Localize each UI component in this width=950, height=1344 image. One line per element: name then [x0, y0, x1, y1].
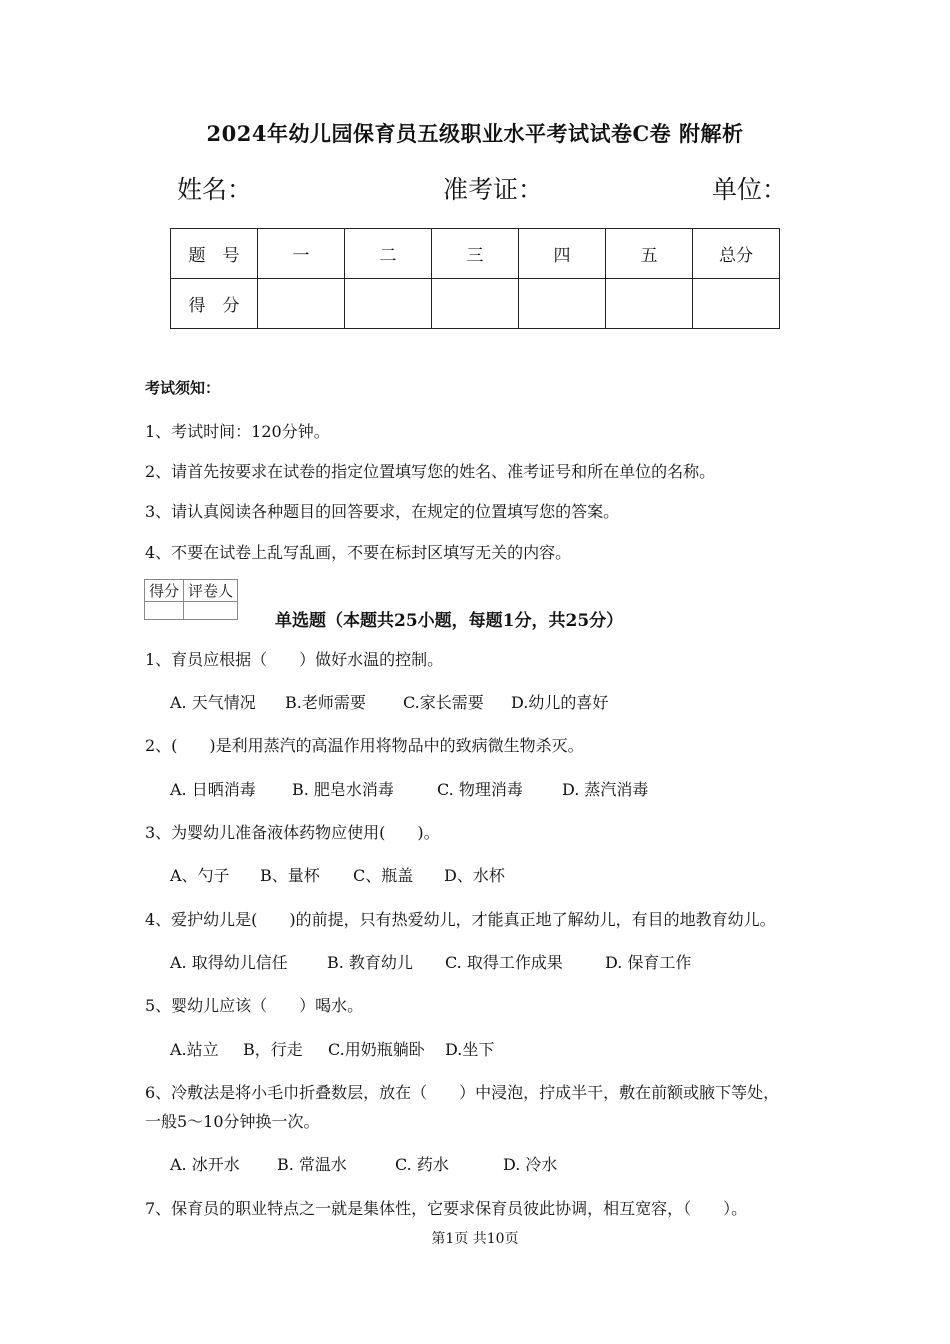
option[interactable]: A. 日晒消毒 [170, 780, 256, 799]
score-cell[interactable] [606, 279, 693, 329]
score-header-cell: 题 号 [171, 229, 258, 279]
grader-reviewer-cell[interactable] [184, 602, 238, 620]
notice-item: 1、考试时间：120分钟。 [145, 422, 330, 441]
question-options [170, 777, 648, 800]
score-row-label: 得 分 [171, 279, 258, 329]
question-options [170, 1152, 557, 1175]
unit-label: 单位： [712, 175, 788, 204]
score-table [170, 228, 780, 329]
option[interactable]: D. 蒸汽消毒 [562, 780, 649, 799]
question-stem: 2、( )是利用蒸汽的高温作用将物品中的致病微生物杀灭。 [145, 736, 584, 755]
exam-title: 2024年幼儿园保育员五级职业水平考试试卷C卷 附解析 [206, 121, 744, 146]
option[interactable]: D.坐下 [445, 1040, 495, 1059]
score-table-score-row [171, 279, 780, 329]
score-header-cell: 总分 [693, 229, 780, 279]
question-stem: 3、为婴幼儿准备液体药物应使用( )。 [145, 823, 440, 842]
notice-item: 2、请首先按要求在试卷的指定位置填写您的姓名、准考证号和所在单位的名称。 [145, 462, 716, 481]
name-label: 姓名： [177, 175, 253, 204]
option[interactable]: B. 常温水 [277, 1155, 347, 1174]
question-stem: 6、冷敷法是将小毛巾折叠数层，放在（ ）中浸泡，拧成半干，敷在前额或腋下等处， [145, 1083, 780, 1102]
option[interactable]: A. 冰开水 [170, 1155, 240, 1174]
question-stem-continued: 一般5～10分钟换一次。 [145, 1112, 320, 1131]
option[interactable]: B.老师需要 [285, 693, 366, 712]
notice-title: 考试须知： [145, 379, 221, 397]
score-cell[interactable] [258, 279, 345, 329]
score-cell[interactable] [432, 279, 519, 329]
option[interactable]: D.幼儿的喜好 [511, 693, 609, 712]
score-header-cell: 五 [606, 229, 693, 279]
score-cell[interactable] [345, 279, 432, 329]
score-header-cell: 二 [345, 229, 432, 279]
grader-score-label: 得分 [145, 580, 184, 602]
option[interactable]: C. 取得工作成果 [445, 953, 563, 972]
question-options [170, 690, 608, 713]
score-header-cell: 四 [519, 229, 606, 279]
page-footer: 第1页 共10页 [431, 1231, 519, 1247]
option[interactable]: A. 取得幼儿信任 [170, 953, 288, 972]
question-options [170, 1037, 494, 1060]
question-options [170, 950, 691, 973]
question-stem: 7、保育员的职业特点之一就是集体性，它要求保育员彼此协调，相互宽容，（ ）。 [145, 1199, 748, 1218]
grader-reviewer-label: 评卷人 [184, 580, 238, 602]
score-header-cell: 三 [432, 229, 519, 279]
score-cell[interactable] [519, 279, 606, 329]
option[interactable]: C、瓶盖 [353, 866, 414, 885]
option[interactable]: B，行走 [243, 1040, 303, 1059]
option[interactable]: D、水杯 [444, 866, 505, 885]
score-table-header-row [171, 229, 780, 279]
question-stem: 1、育员应根据（ ）做好水温的控制。 [145, 650, 444, 669]
option[interactable]: C. 药水 [395, 1155, 449, 1174]
option[interactable]: A.站立 [170, 1040, 219, 1059]
notice-item: 3、请认真阅读各种题目的回答要求，在规定的位置填写您的答案。 [145, 502, 620, 521]
question-stem: 4、爱护幼儿是( )的前提，只有热爱幼儿，才能真正地了解幼儿，有目的地教育幼儿。 [145, 910, 776, 929]
score-cell[interactable] [693, 279, 780, 329]
option[interactable]: A. 天气情况 [170, 693, 256, 712]
notice-item: 4、不要在试卷上乱写乱画，不要在标封区填写无关的内容。 [145, 543, 572, 562]
option[interactable]: D. 保育工作 [605, 953, 692, 972]
question-options [170, 863, 505, 886]
option[interactable]: C.用奶瓶躺卧 [328, 1040, 425, 1059]
score-header-cell: 一 [258, 229, 345, 279]
section-title: 单选题（本题共25小题，每题1分，共25分） [275, 611, 624, 631]
grader-score-cell[interactable] [145, 602, 184, 620]
exam-id-label: 准考证： [443, 175, 544, 204]
option[interactable]: B、量杯 [260, 866, 320, 885]
grader-table [144, 579, 238, 620]
option[interactable]: C. 物理消毒 [437, 780, 523, 799]
option[interactable]: B. 教育幼儿 [327, 953, 413, 972]
option[interactable]: A、勺子 [170, 866, 230, 885]
option[interactable]: D. 冷水 [503, 1155, 558, 1174]
option[interactable]: B. 肥皂水消毒 [292, 780, 394, 799]
question-stem: 5、婴幼儿应该（ ）喝水。 [145, 996, 364, 1015]
option[interactable]: C.家长需要 [403, 693, 484, 712]
